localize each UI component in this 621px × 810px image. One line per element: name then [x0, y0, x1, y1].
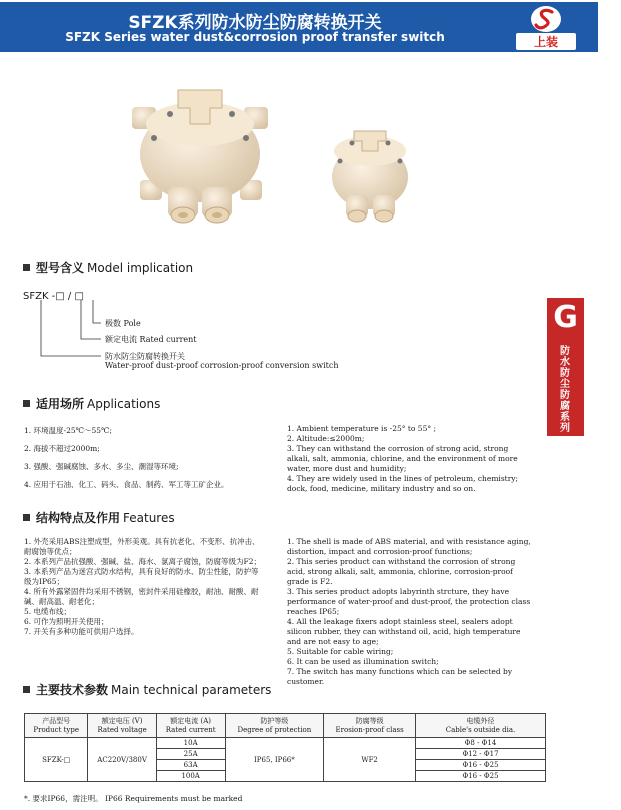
list-item: 5. Suitable for cable wiring;: [287, 647, 394, 656]
model-switch-en: Water-proof dust-proof corrosion-proof conversion switch: [105, 361, 339, 370]
list-item: 1. 环境温度-25℃～55℃;: [24, 426, 112, 435]
cell-current: 10A: [156, 738, 225, 749]
applications-en-list: [287, 424, 527, 494]
brand-logo: [516, 5, 576, 51]
brand-logo-icon: [530, 5, 562, 33]
table-row: [25, 738, 546, 749]
cell-current: 63A: [156, 760, 225, 771]
list-item: 4. They are widely used in the lines of petroleum, chemistry; dock, food, medicine, military industry and so on.: [287, 474, 519, 493]
cell-cable: Φ8 - Φ14: [416, 738, 546, 749]
header-cable: 电缆外径 Cable's outside dia.: [416, 714, 546, 738]
features-cn-list: [24, 537, 262, 637]
applications-heading: 适用场所 Applications: [23, 393, 160, 412]
list-item: 2. Altitude:≤2000m;: [287, 434, 365, 443]
tab-letter: G: [553, 300, 578, 335]
list-item: 3. They can withstand the corrosion of strong acid, strong alkali, salt, ammonia, chlorine, and the environment of more water, more dust and humidity;: [287, 444, 518, 473]
header-erosion: 防腐等级 Erosion-proof class: [324, 714, 416, 738]
cell-current: 100A: [156, 771, 225, 782]
bullet-square-icon: [23, 514, 30, 521]
cell-cable: Φ16 - Φ25: [416, 771, 546, 782]
model-pole-label: 极数 Pole: [105, 319, 141, 328]
list-item: 4. 所有外露紧固件均采用不锈钢，密封件采用硅橡胶，耐油、耐酸、耐碱、耐高温、耐老化；: [24, 587, 259, 606]
cell-product: SFZK-□: [25, 738, 88, 782]
header-current: 额定电流 (A) Rated current: [156, 714, 225, 738]
features-heading: 结构特点及作用 Features: [23, 507, 175, 526]
product-photo-small: [318, 115, 423, 227]
table-header-row: [25, 714, 546, 738]
list-item: 7. 开关有多种功能可供用户选择。: [24, 627, 139, 636]
footnote: *. 要求IP66，需注明。 IP66 Requirements must be marked: [24, 794, 243, 803]
list-item: 1. 外壳采用ABS注塑成型，外形美观。具有抗老化、不变形、抗冲击、耐腐蚀等优点；: [24, 537, 260, 556]
cell-voltage: AC220V/380V: [88, 738, 156, 782]
header-banner: [0, 2, 598, 52]
tab-series-text: 防水防尘防腐系列: [560, 346, 570, 434]
bullet-square-icon: [23, 686, 30, 693]
cell-erosion: WF2: [324, 738, 416, 782]
list-item: 6. It can be used as illumination switch;: [287, 657, 439, 666]
model-current-label: 额定电流 Rated current: [105, 335, 197, 344]
cell-cable: Φ16 - Φ25: [416, 760, 546, 771]
list-item: 5. 电缆布线；: [24, 607, 72, 616]
model-switch-cn: 防水防尘防腐转换开关: [105, 352, 185, 361]
list-item: 4. All the leakage fixers adopt stainless steel, sealers adopt silicon rubber, they can withstand oil, acid, high temperature and are not easy to age;: [287, 617, 521, 646]
header-product: 产品型号 Product type: [25, 714, 88, 738]
list-item: 1. The shell is made of ABS material, and with resistance aging, distortion, impact and corrosion-proof functions;: [287, 537, 531, 556]
cell-cable: Φ12 - Φ17: [416, 749, 546, 760]
bullet-square-icon: [23, 400, 30, 407]
list-item: 6. 可作为照明开关使用；: [24, 617, 109, 626]
list-item: 2. 海拔不超过2000m;: [24, 444, 100, 453]
params-table: [24, 713, 546, 782]
list-item: 2. 本系列产品抗强酸、强碱、盐、海水、氯离子腐蚀，防腐等级为F2；: [24, 557, 262, 566]
cell-protection: IP65, IP66*: [225, 738, 324, 782]
list-item: 3. 本系列产品为迷宫式防水结构，具有良好的防水、防尘性能，防护等级为IP65；: [24, 567, 259, 586]
model-code: SFZK -□ / □: [23, 291, 84, 302]
logo-text: 上装: [516, 33, 576, 50]
model-heading: 型号含义 Model implication: [23, 257, 193, 276]
list-item: 3. 强酸、强碱腐蚀、多水、多尘、潮湿等环境;: [24, 462, 179, 471]
header-protection: 防护等级 Degree of protection: [225, 714, 324, 738]
model-diagram: [23, 288, 343, 378]
bullet-square-icon: [23, 264, 30, 271]
title-cn: SFZK系列防水防尘防腐转换开关: [128, 13, 382, 33]
list-item: 4. 应用于石油、化工、码头、食品、制药、军工等工矿企业。: [24, 480, 229, 489]
product-photo-large: [120, 62, 280, 227]
list-item: 7. The switch has many functions which can be selected by customer.: [287, 667, 513, 686]
series-side-tab: [547, 298, 584, 436]
applications-cn-list: [24, 426, 274, 498]
list-item: 2. This series product can withstand the corrosion of strong acid, strong alkali, salt, ammonia, chlorine, corrosion-proof grade is F2.: [287, 557, 516, 586]
title-en: SFZK Series water dust&corrosion proof transfer switch: [65, 30, 445, 44]
header-voltage: 额定电压 (V) Rated voltage: [88, 714, 156, 738]
cell-current: 25A: [156, 749, 225, 760]
list-item: 3. This series product adopts labyrinth strcture, they have performance of water-proof and dust-proof, the protection class reaches IP65;: [287, 587, 531, 616]
list-item: 1. Ambient temperature is -25° to 55° ;: [287, 424, 437, 433]
params-heading: 主要技术参数 Main technical parameters: [23, 679, 271, 698]
features-en-list: [287, 537, 532, 687]
